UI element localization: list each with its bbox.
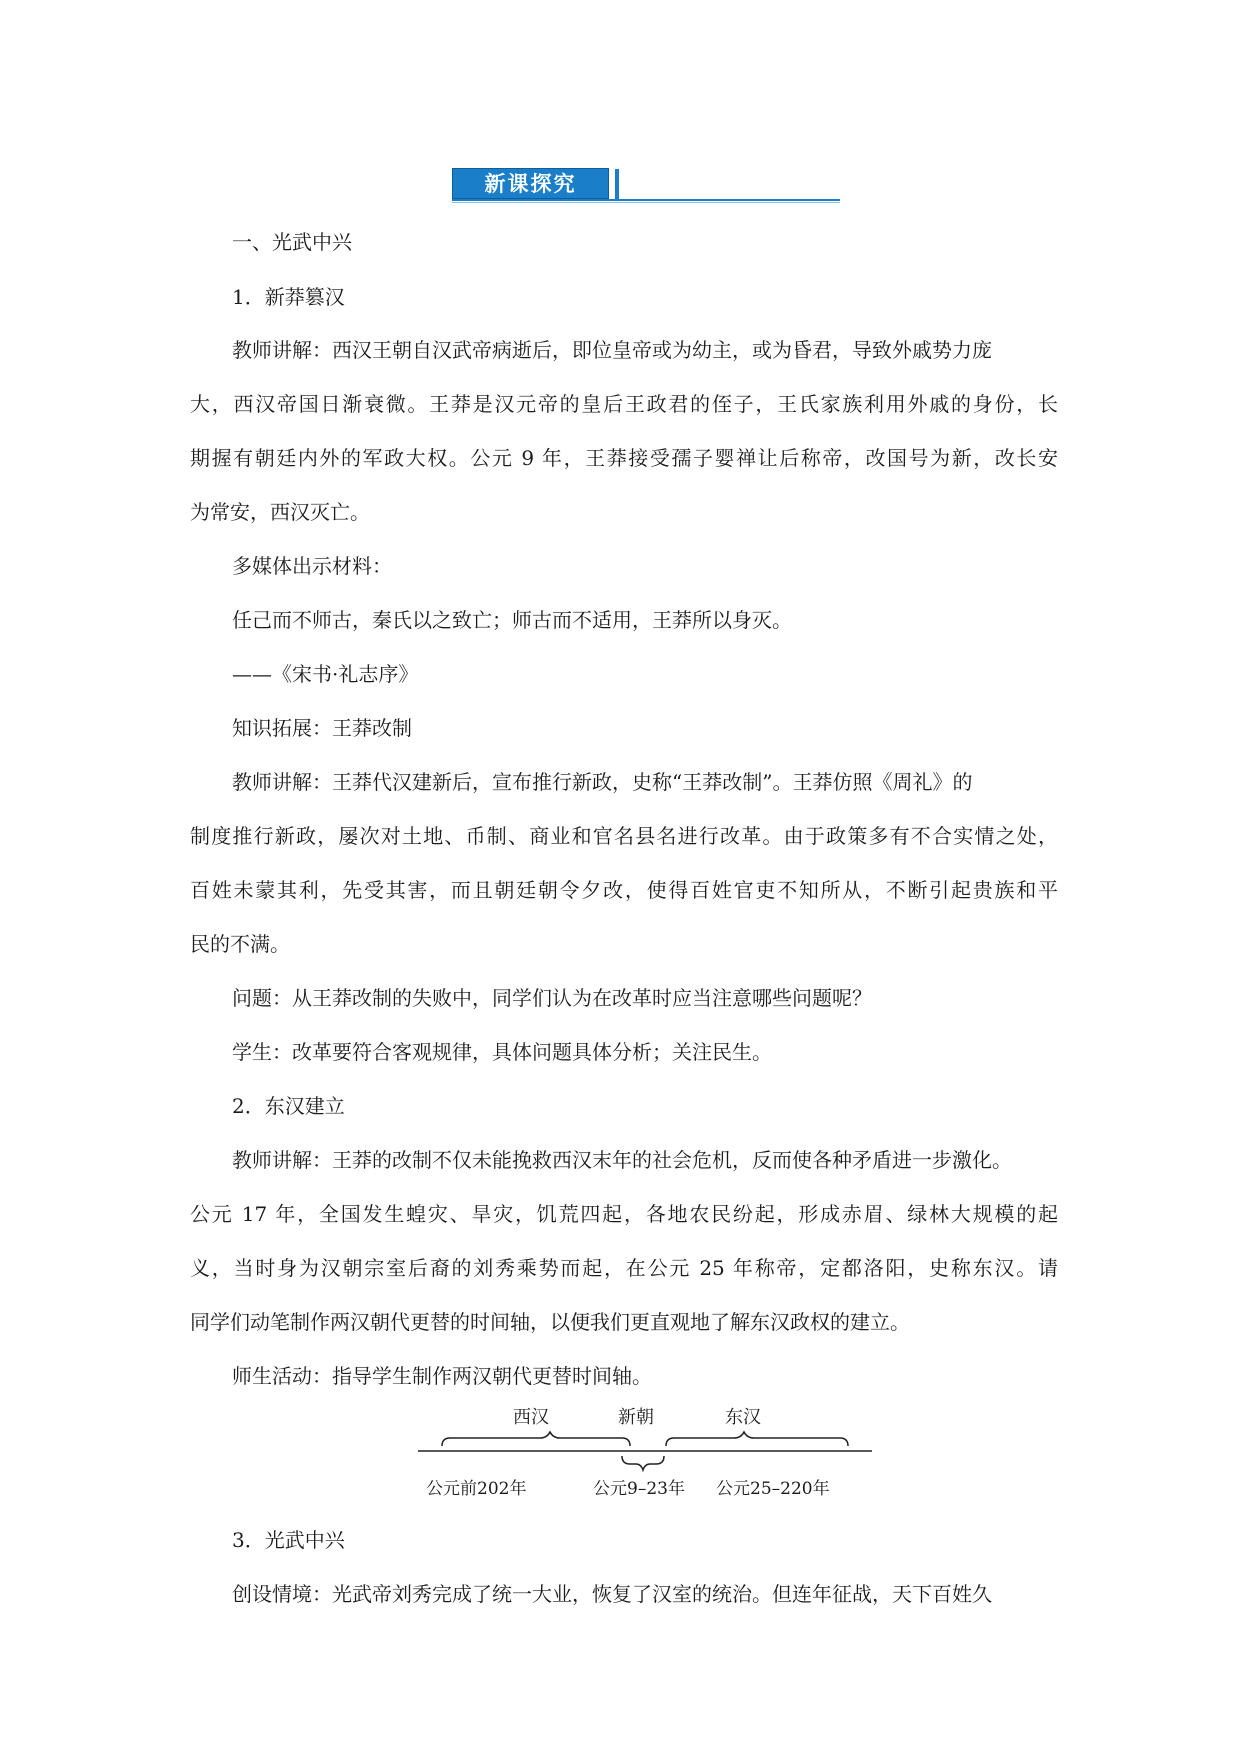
timeline-label-donghan: 东汉 [725,1407,761,1428]
brace-xinchao [622,1456,664,1470]
timeline-date-xinchao: 公元9–23年 [593,1479,685,1499]
banner-underline-thin [452,202,840,203]
timeline-date-donghan: 公元25–220年 [716,1479,830,1499]
paragraph-line: 义，当时身为汉朝宗室后裔的刘秀乘势而起，在公元 25 年称帝，定都洛阳，史称东汉。请 [190,1256,1058,1280]
subsection-heading: 3．光武中兴 [232,1528,345,1552]
timeline-date-xihan: 公元前202年 [426,1479,527,1499]
quote-line: 任己而不师古，秦氏以之致亡；师古而不适用，王莽所以身灭。 [232,608,792,632]
paragraph-line: 教师讲解：王莽代汉建新后，宣布推行新政，史称“王莽改制”。王莽仿照《周礼》的 [232,770,973,794]
paragraph-line: 知识拓展：王莽改制 [232,716,412,740]
paragraph-line: 公元 17 年，全国发生蝗灾、旱灾，饥荒四起，各地农民纷起，形成赤眉、绿林大规模的起 [190,1202,1058,1226]
paragraph-line: 教师讲解：西汉王朝自汉武帝病逝后，即位皇帝或为幼主，或为昏君，导致外戚势力庞 [232,338,992,362]
timeline-label-xinchao: 新朝 [618,1407,654,1428]
paragraph-line: 民的不满。 [190,932,290,956]
paragraph-line: 为常安，西汉灭亡。 [190,500,370,524]
dynasty-timeline [410,1408,880,1518]
subsection-heading: 1．新莽篡汉 [232,285,345,309]
paragraph-line: 教师讲解：王莽的改制不仅未能挽救西汉末年的社会危机，反而使各种矛盾进一步激化。 [232,1148,1012,1172]
banner-accent-bar [615,169,619,199]
paragraph-line: 创设情境：光武帝刘秀完成了统一大业，恢复了汉室的统治。但连年征战，天下百姓久 [232,1582,992,1606]
paragraph-line: 学生：改革要符合客观规律，具体问题具体分析；关注民生。 [232,1040,772,1064]
subsection-heading: 2．东汉建立 [232,1094,345,1118]
section-banner-title: 新课探究 [452,168,609,199]
banner-underline [452,199,840,201]
section-heading: 一、光武中兴 [232,230,352,254]
paragraph-line: 百姓未蒙其利，先受其害，而且朝廷朝令夕改，使得百姓官吏不知所从，不断引起贵族和平 [190,878,1058,902]
brace-donghan [666,1432,848,1446]
paragraph-line: 期握有朝廷内外的军政大权。公元 9 年，王莽接受孺子婴禅让后称帝，改国号为新，改长安 [190,446,1058,470]
timeline-label-xihan: 西汉 [513,1407,549,1428]
paragraph-line: 问题：从王莽改制的失败中，同学们认为在改革时应当注意哪些问题呢？ [232,986,872,1010]
paragraph-line: 制度推行新政，屡次对土地、币制、商业和官名县名进行改革。由于政策多有不合实情之处， [190,824,1058,848]
quote-source: ——《宋书·礼志序》 [232,662,419,686]
paragraph-line: 同学们动笔制作两汉朝代更替的时间轴，以便我们更直观地了解东汉政权的建立。 [190,1310,910,1334]
paragraph-line: 师生活动：指导学生制作两汉朝代更替时间轴。 [232,1364,652,1388]
section-banner [452,168,840,202]
brace-xihan [442,1432,630,1446]
paragraph-line: 多媒体出示材料： [232,554,392,578]
paragraph-line: 大，西汉帝国日渐衰微。王莽是汉元帝的皇后王政君的侄子，王氏家族利用外戚的身份，长 [190,392,1058,416]
